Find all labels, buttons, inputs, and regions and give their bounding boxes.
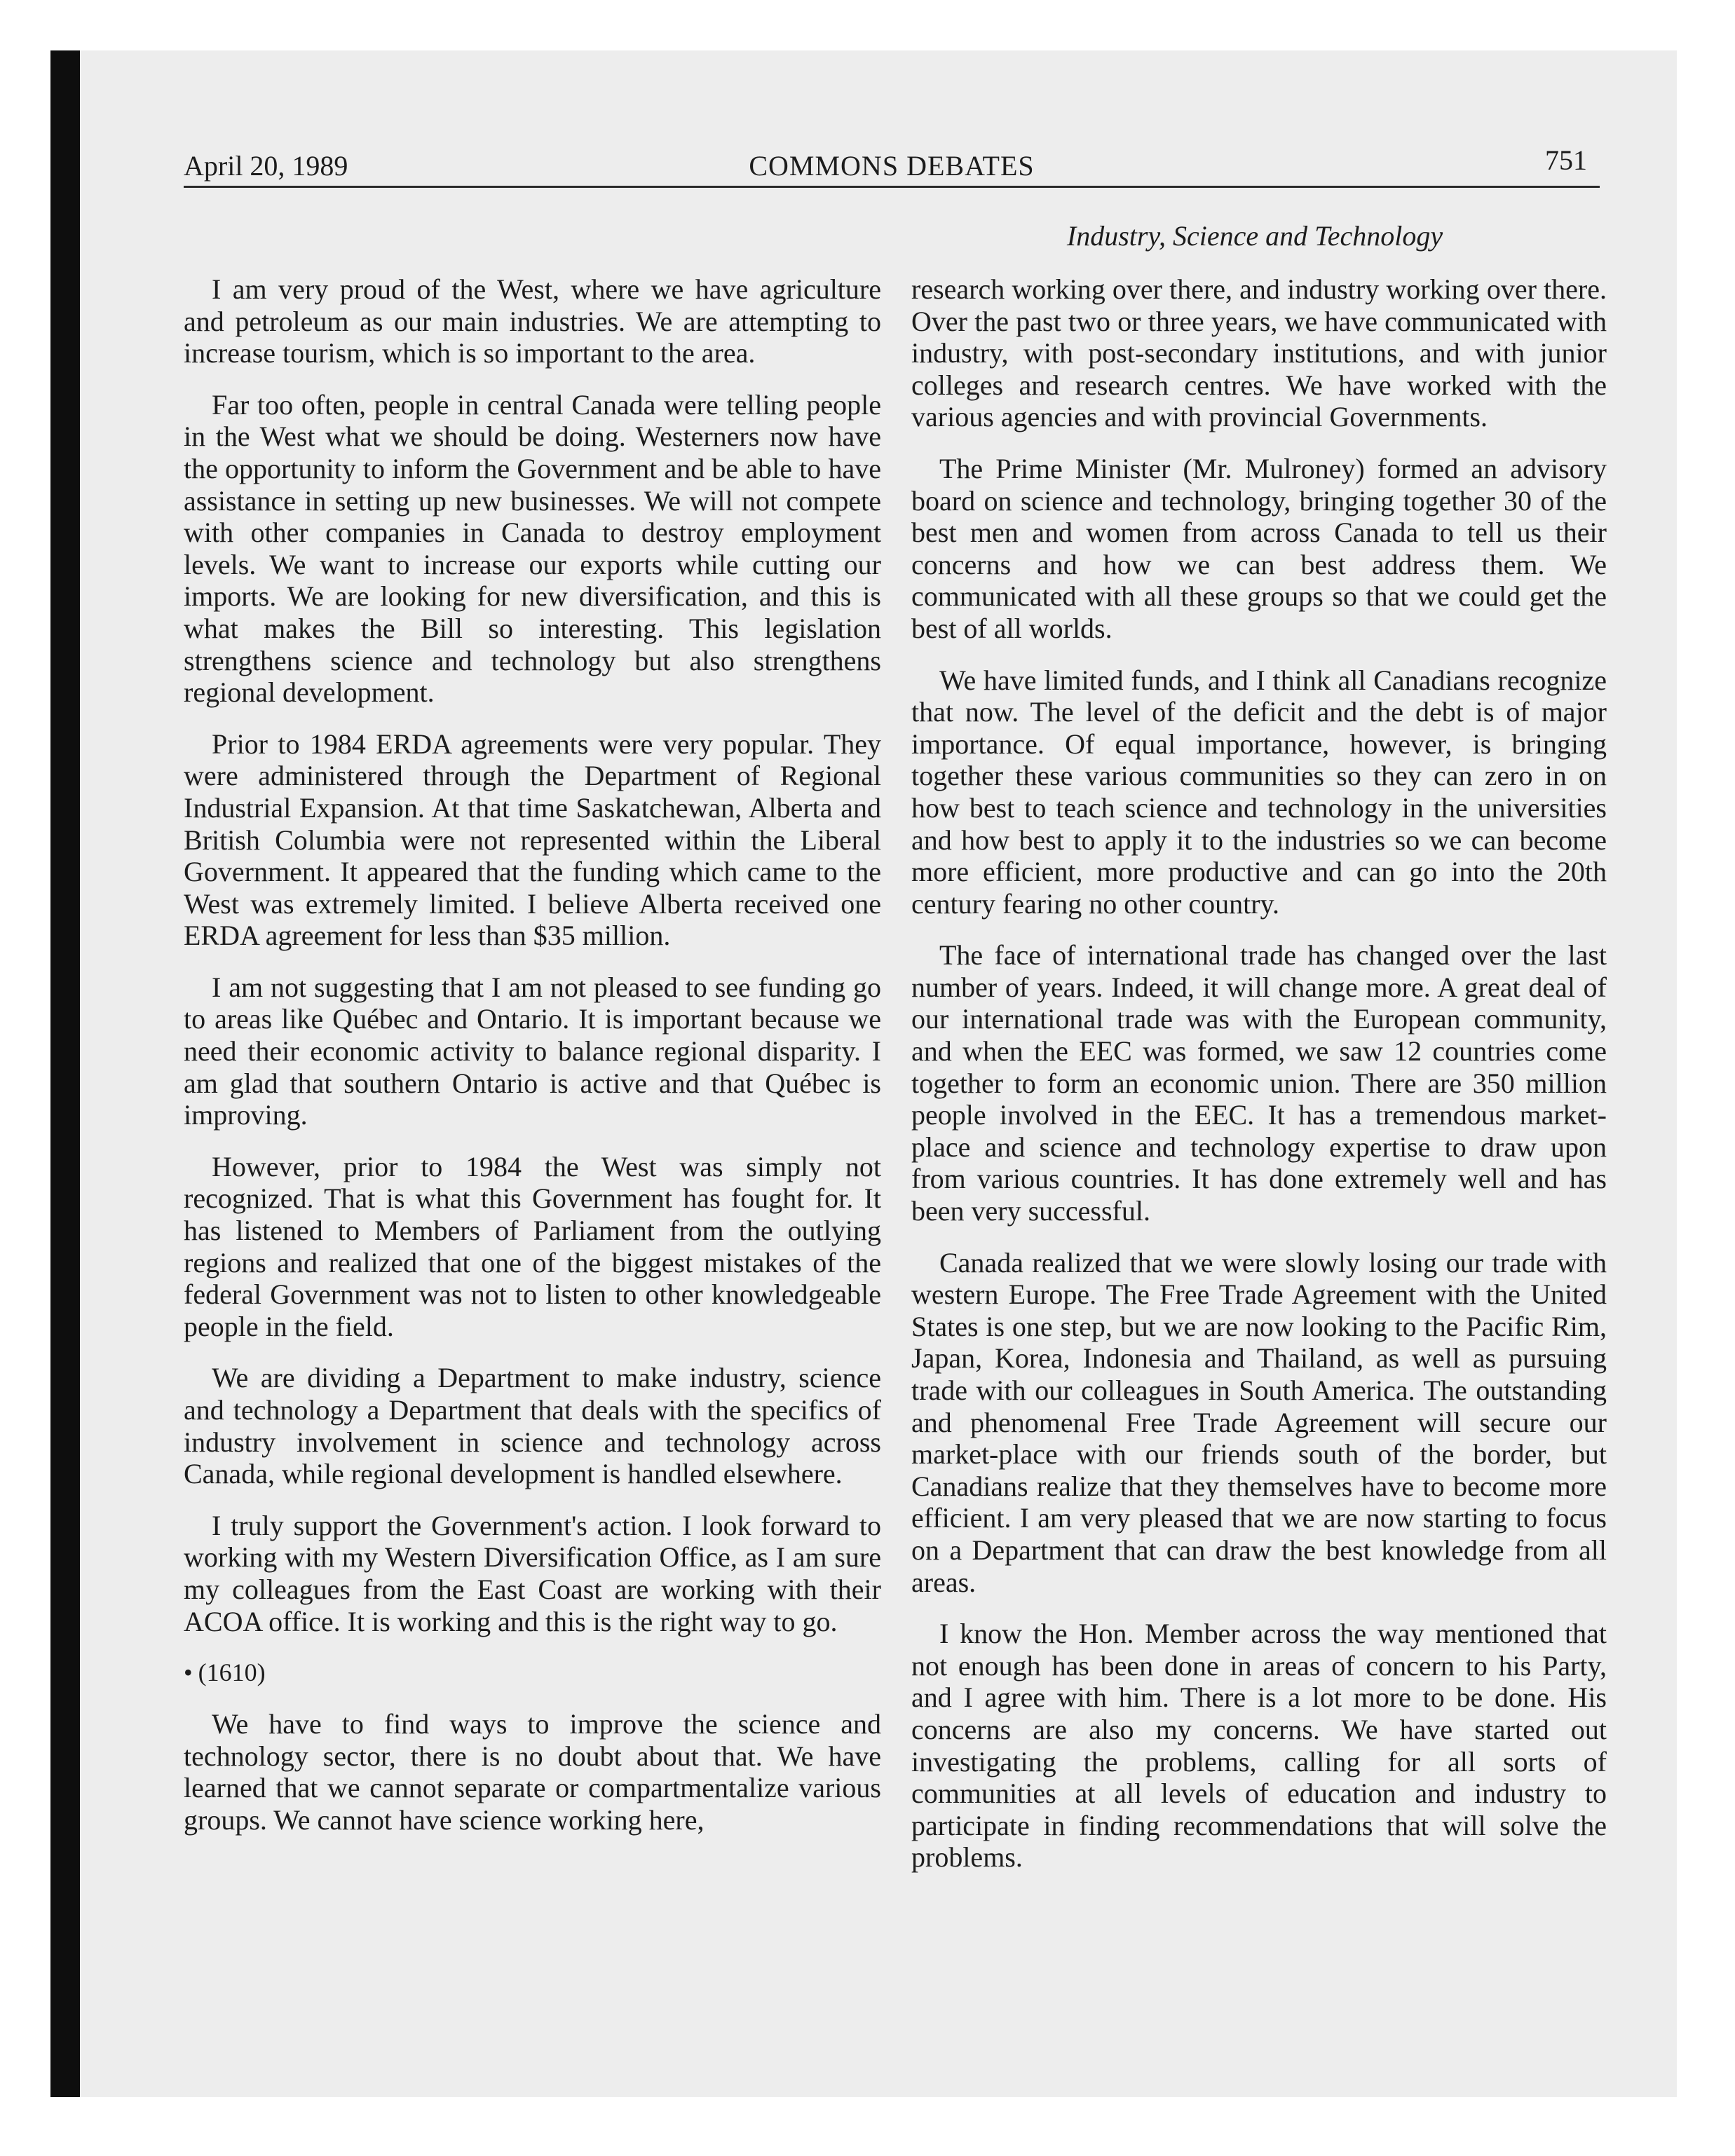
paragraph: The face of international trade has changed over the last number of years. Indeed, it will change more. A great deal of our international trade was with the European community, and when the EEC was formed, we saw 12 countries come together to form an economic union. There are 350 million people involved in the EEC. It has a tremendous market-place and science and technology expertise to draw upon from various countries. It has done extremely well and has been very successful. xyxy=(911,939,1607,1227)
paragraph: We have to find ways to improve the science and technology sector, there is no doubt about that. We have learned that we cannot separate or compartmentalize various groups. We cannot have science working here, xyxy=(184,1708,881,1836)
paragraph: I truly support the Government's action. I look forward to working with my Western Diversification Office, as I am sure my colleagues from the East Coast are working with their ACOA office. It is working and this is the right way to go. xyxy=(184,1509,881,1637)
paragraph: Canada realized that we were slowly losing our trade with western Europe. The Free Trade Agreement with the United States is one step, but we are now looking to the Pacific Rim, Japan, Korea, Indonesia and Thailand, as well as pursuing trade with our colleagues in South America. The outstanding and phenomenal Free Trade Agreement will secure our market-place with our friends south of the border, but Canadians realize that they themselves have to become more efficient. I am very pleased that we are now starting to focus on a Department that can draw the best knowledge from all areas. xyxy=(911,1246,1607,1598)
paragraph: However, prior to 1984 the West was simply not recognized. That is what this Government has fought for. It has listened to Members of Parliament from the outlying regions and realized that one of the biggest mistakes of the federal Government was not to listen to other knowledgeable people in the field. xyxy=(184,1150,881,1342)
left-column xyxy=(184,273,881,1856)
header-rule xyxy=(184,186,1600,188)
paragraph: Prior to 1984 ERDA agreements were very popular. They were administered through the Department of Regional Industrial Expansion. At that time Saskatchewan, Alberta and British Columbia were not represented within the Liberal Government. It appeared that the funding which came to the West was extremely limited. I believe Alberta received one ERDA agreement for less than $35 million. xyxy=(184,728,881,952)
paragraph: The Prime Minister (Mr. Mulroney) formed an advisory board on science and technology, bringing together 30 of the best men and women from across Canada to tell us their concerns and how we can best address them. We communicated with all these groups so that we could get the best of all worlds. xyxy=(911,452,1607,644)
paragraph: I know the Hon. Member across the way mentioned that not enough has been done in areas of concern to his Party, and I agree with him. There is a lot more to be done. His concerns are also my concerns. We have started out investigating the problems, calling for all sorts of communities at all levels of education and industry to participate in finding recommendations that will solve the problems. xyxy=(911,1618,1607,1874)
binding-edge xyxy=(50,50,80,2097)
paragraph: research working over there, and industry working over there. Over the past two or three years, we have communicated with industry, with post-secondary institutions, and with junior colleges and research centres. We have worked with the various agencies and with provincial Governments. xyxy=(911,273,1607,433)
paragraph: We have limited funds, and I think all Canadians recognize that now. The level of the deficit and the debt is of major importance. Of equal importance, however, is bringing together these various communities so they can zero in on how best to teach science and technology in the universities and how best to apply it to the industries so we can become more efficient, more productive and can go into the 20th century fearing no other country. xyxy=(911,664,1607,920)
time-marker xyxy=(184,1657,881,1688)
header-title: COMMONS DEBATES xyxy=(749,150,1035,182)
paragraph: I am not suggesting that I am not pleased to see funding go to areas like Québec and Ontario. It is important because we need their economic activity to balance regional disparity. I am glad that southern Ontario is active and that Québec is improving. xyxy=(184,971,881,1131)
paragraph: I am very proud of the West, where we have agriculture and petroleum as our main industries. We are attempting to increase tourism, which is so important to the area. xyxy=(184,273,881,369)
page-header xyxy=(184,144,1600,186)
time-marker-text: (1610) xyxy=(198,1658,266,1687)
right-column xyxy=(911,273,1607,1893)
paragraph: Far too often, people in central Canada were telling people in the West what we should be doing. Westerners now have the opportunity to inform the Government and be able to have assistance in setting up new businesses. We will not compete with other companies in Canada to destroy employment levels. We want to increase our exports while cutting our imports. We are looking for new diversification, and this is what makes the Bill so interesting. This legislation strengthens science and technology but also strengthens regional development. xyxy=(184,388,881,709)
section-heading: Industry, Science and Technology xyxy=(1066,220,1443,252)
header-date: April 20, 1989 xyxy=(184,150,348,182)
paragraph: We are dividing a Department to make industry, science and technology a Department that deals with the specifics of industry involvement in science and technology across Canada, while regional development is handled elsewhere. xyxy=(184,1362,881,1490)
bullet-icon: • xyxy=(184,1658,193,1687)
page-number: 751 xyxy=(1545,144,1587,176)
